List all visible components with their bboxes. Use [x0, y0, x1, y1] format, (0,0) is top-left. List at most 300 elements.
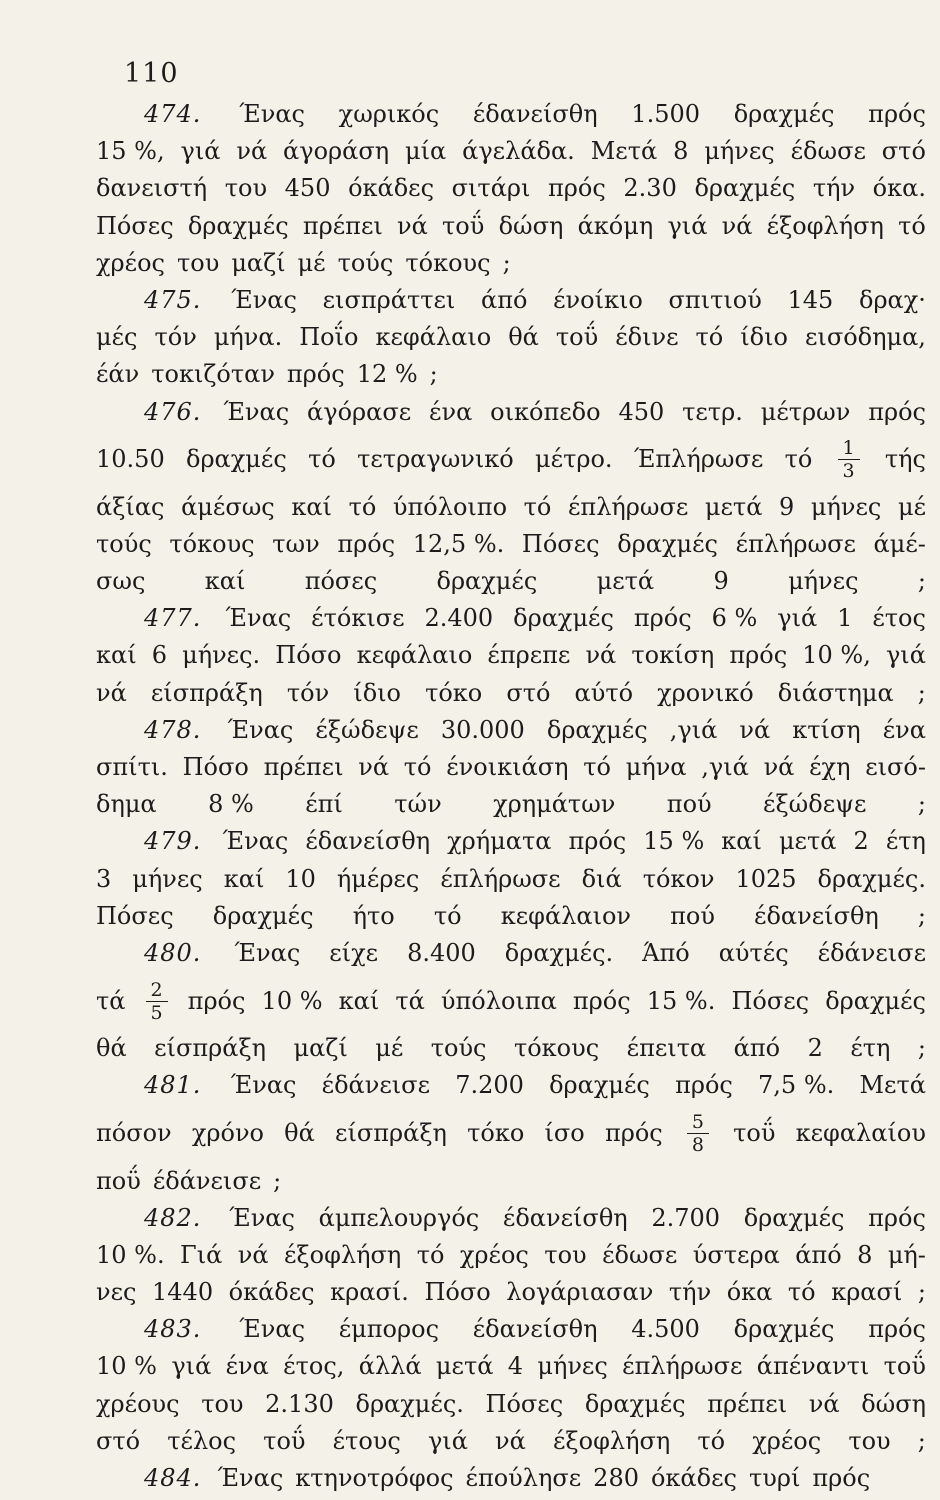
- word: του: [201, 1389, 244, 1418]
- text-line: [96, 898, 926, 935]
- word: Ένας: [234, 938, 301, 967]
- word: δώση: [861, 1389, 926, 1418]
- word: πρός: [568, 827, 627, 856]
- word: διάστημα: [777, 678, 894, 707]
- word: πρός: [868, 397, 926, 426]
- word: πρός: [548, 174, 606, 203]
- word: καί: [204, 567, 246, 596]
- text-line: [96, 749, 926, 786]
- text-line: [96, 600, 926, 637]
- word: ένα: [882, 715, 926, 744]
- text-line: [96, 1163, 926, 1200]
- problem-number: 479.: [144, 827, 202, 856]
- word: έπλήρωσε: [622, 1352, 743, 1381]
- word: δραχμές: [187, 211, 289, 240]
- word: εισόδημα,: [804, 323, 926, 352]
- word: ;: [917, 678, 926, 707]
- word: τό: [784, 445, 813, 474]
- word: πόσον: [96, 1118, 172, 1147]
- word: ίδιο: [740, 323, 788, 352]
- word: μήνες: [132, 864, 203, 893]
- word: τών: [394, 790, 442, 819]
- word: έξοφλήση: [552, 1426, 671, 1455]
- word: όκάδες: [228, 1278, 315, 1307]
- word: πρέπει: [263, 753, 344, 781]
- word: χωρικός: [338, 100, 440, 128]
- word: καί: [96, 641, 137, 670]
- word: κεφάλαιο: [356, 641, 473, 670]
- word: μήνες: [537, 1352, 608, 1381]
- word: χρήματα: [447, 827, 552, 856]
- word: 12 %: [356, 360, 418, 389]
- word: Πόσες: [731, 986, 810, 1015]
- word: ένα: [225, 1352, 269, 1381]
- fraction-numerator: 2: [150, 978, 163, 1001]
- word: πρός: [633, 604, 692, 633]
- text-line: [96, 489, 926, 526]
- word: είχε: [329, 938, 379, 967]
- word: τοΰ: [442, 211, 485, 240]
- word: Ένας: [231, 285, 297, 314]
- text-line: [96, 1237, 926, 1274]
- word: 1025: [735, 864, 797, 893]
- word: ;: [917, 1426, 926, 1455]
- word: δραχμές: [546, 715, 648, 744]
- word: έδανείσθη: [472, 100, 598, 128]
- word: άκόμη: [577, 211, 654, 240]
- word: τήν: [812, 174, 856, 203]
- word: τό: [403, 753, 432, 781]
- word: μετά: [596, 567, 655, 596]
- word: τετρ.: [682, 397, 743, 426]
- text-line: [96, 823, 926, 860]
- word: τής: [884, 445, 926, 474]
- word: ;: [429, 360, 438, 389]
- word: δραχμές: [743, 1203, 845, 1232]
- word: ίσο: [544, 1118, 585, 1147]
- word: έδανείσθη: [754, 901, 879, 930]
- word: νες: [96, 1278, 137, 1307]
- fraction: [146, 979, 168, 1024]
- word: 7,5 %.: [758, 1071, 835, 1100]
- word: έμπορος: [338, 1315, 440, 1344]
- problem-number: 480.: [144, 938, 202, 967]
- word: άμέ-: [873, 529, 926, 558]
- word: Ένας: [230, 1071, 297, 1100]
- word: νά: [237, 1240, 269, 1269]
- word: 4.500: [631, 1315, 700, 1344]
- text-line: [96, 786, 926, 823]
- word: γιά: [777, 604, 818, 633]
- text-line: [96, 1067, 926, 1104]
- word: πρός: [868, 100, 926, 128]
- word: καί: [223, 864, 265, 893]
- word: χρόνο: [191, 1118, 264, 1147]
- word: έπρεπε: [487, 641, 571, 670]
- problem-number: 481.: [144, 1071, 202, 1100]
- word: μέτρο.: [535, 445, 613, 474]
- word: σπίτι.: [96, 753, 168, 781]
- word: γιά: [885, 641, 926, 670]
- word: άπέναντι: [756, 1352, 870, 1381]
- text-line: [96, 1386, 926, 1423]
- word: μέτρων: [760, 397, 851, 426]
- word: κρασί: [831, 1278, 903, 1307]
- problem-number: 478.: [144, 715, 202, 744]
- word: τό: [433, 901, 462, 930]
- word: τοΰ: [555, 323, 599, 352]
- word: ;: [273, 1166, 282, 1195]
- word: κεφαλαίου: [795, 1118, 926, 1147]
- word: ;: [917, 1278, 926, 1307]
- word: ύπόλοιπο: [392, 492, 508, 521]
- word: πρός: [572, 986, 631, 1015]
- word: ;: [502, 248, 511, 277]
- word: χρέος: [459, 1240, 529, 1269]
- text-line: [96, 1105, 926, 1163]
- text-line: [96, 1311, 926, 1348]
- word: μήνα: [625, 753, 687, 781]
- word: 8: [857, 1240, 873, 1269]
- text-line: [96, 133, 926, 170]
- page-number: 110: [124, 58, 179, 89]
- text-line: [96, 526, 926, 563]
- word: τό: [308, 445, 336, 474]
- word: 2.30: [623, 174, 677, 203]
- word: εισό-: [865, 753, 926, 781]
- word: χρέους: [96, 1389, 180, 1418]
- text-line: [96, 282, 926, 319]
- word: έδάνεισε: [152, 1166, 262, 1195]
- word: μέ: [297, 248, 326, 277]
- word: μέ: [375, 1034, 404, 1063]
- word: αύτές: [718, 938, 789, 967]
- word: άγελάδα.: [462, 137, 575, 166]
- word: μήνες.: [182, 641, 261, 670]
- word: τόκο: [467, 1118, 525, 1147]
- word: 280: [593, 1464, 639, 1492]
- word: 8 %: [208, 790, 254, 819]
- word: γιά: [180, 137, 221, 166]
- word: τοΰ: [263, 1426, 306, 1455]
- problem-text-body: [96, 96, 926, 1497]
- word: όκάδες: [650, 1464, 737, 1492]
- word: πόσες: [304, 567, 378, 596]
- word: νά: [397, 211, 428, 240]
- word: μή-: [887, 1240, 926, 1269]
- text-line: [96, 675, 926, 712]
- word: νά: [358, 753, 390, 781]
- problem-number: 482.: [144, 1203, 202, 1232]
- word: δραχμές: [212, 901, 314, 930]
- word: ;: [917, 901, 926, 930]
- word: 7.200: [455, 1071, 524, 1100]
- word: 4: [507, 1352, 524, 1381]
- word: πρός: [187, 986, 246, 1015]
- word: Πόσες: [96, 211, 174, 240]
- word: μήνες: [788, 567, 859, 596]
- word: σως: [96, 567, 146, 596]
- word: έτους: [332, 1426, 401, 1455]
- word: έδάνεισε: [321, 1071, 430, 1100]
- word: μαζί: [293, 1034, 348, 1063]
- word: ποΰ: [96, 1166, 141, 1195]
- word: έδανείσθη: [502, 1203, 628, 1232]
- word: τόκον: [642, 864, 715, 893]
- word: άξίας: [96, 492, 165, 521]
- word: έτη: [885, 827, 926, 856]
- text-line: [96, 1274, 926, 1311]
- word: 10.50: [96, 445, 165, 474]
- word: όκα: [726, 1278, 773, 1307]
- word: θά: [284, 1118, 315, 1147]
- word: ένοίκιο: [553, 285, 643, 314]
- word: τοΰ: [733, 1118, 776, 1147]
- word: τό: [697, 1426, 726, 1455]
- word: δραχμές: [549, 1071, 650, 1100]
- word: δημα: [96, 790, 157, 819]
- word: του: [176, 248, 220, 277]
- word: μία: [405, 137, 447, 166]
- word: δραχμές.: [504, 938, 614, 967]
- word: δραχμές: [733, 100, 835, 128]
- word: πρός: [868, 1203, 926, 1232]
- word: 450: [284, 174, 331, 203]
- word: δραχμές: [584, 1389, 686, 1418]
- word: 10 %: [96, 1352, 157, 1381]
- text-line: [96, 96, 926, 133]
- word: άπό: [733, 1034, 781, 1063]
- text-line: [96, 935, 926, 972]
- word: μήνες: [704, 137, 775, 166]
- word: των: [272, 529, 320, 558]
- word: μέ: [897, 492, 926, 521]
- word: έδάνεισε: [817, 938, 926, 967]
- word: Ένας: [222, 827, 289, 856]
- fraction: [838, 437, 860, 482]
- word: έδανείσθη: [472, 1315, 598, 1344]
- word: τό: [348, 492, 377, 521]
- word: 15 %.: [646, 986, 716, 1015]
- word: πρός: [812, 1464, 871, 1492]
- word: έξώδεψε: [763, 790, 867, 819]
- word: πού: [670, 901, 715, 930]
- word: ;: [917, 567, 926, 596]
- word: 450: [618, 397, 665, 426]
- word: έπλήρωσε: [567, 492, 689, 521]
- word: θά: [96, 1034, 127, 1063]
- word: Άπό: [642, 938, 690, 967]
- word: δώση: [498, 211, 564, 240]
- word: κεφάλαιο: [375, 323, 492, 352]
- fraction: [687, 1111, 709, 1156]
- word: έπί: [305, 790, 343, 819]
- word: τέλος: [167, 1426, 237, 1455]
- word: χρημάτων: [493, 790, 616, 819]
- text-line: [96, 637, 926, 674]
- word: 1440: [152, 1278, 214, 1307]
- word: είσπράξη: [335, 1118, 447, 1147]
- word: άγοράση: [283, 137, 390, 166]
- word: πρέπει: [302, 211, 383, 240]
- word: 3: [96, 864, 112, 893]
- word: στό: [506, 678, 551, 707]
- word: νά: [96, 678, 127, 707]
- word: Πόσο: [424, 1278, 491, 1307]
- word: ;: [917, 1034, 926, 1063]
- word: έτόκισε: [311, 604, 405, 633]
- word: λογάριασαν: [506, 1278, 654, 1307]
- word: άμπελουργός: [318, 1203, 480, 1232]
- word: μήνες: [810, 492, 882, 521]
- word: Πόσο: [275, 641, 342, 670]
- word: Πόσες: [521, 529, 600, 558]
- word: δραχμές: [825, 986, 926, 1015]
- word: πρός: [868, 1315, 926, 1344]
- word: καί: [721, 827, 762, 856]
- word: έχη: [809, 753, 851, 781]
- word: τοκίση: [631, 641, 715, 670]
- word: άπό: [795, 1240, 842, 1269]
- word: έάν: [96, 360, 140, 389]
- text-line: [96, 1348, 926, 1385]
- word: κεφάλαιον: [500, 901, 632, 930]
- problem-number: 484.: [144, 1464, 202, 1492]
- word: τό: [523, 492, 552, 521]
- word: μές: [96, 323, 138, 352]
- word: ίδιο: [353, 678, 401, 707]
- word: 6 %: [711, 604, 758, 633]
- word: ήτο: [352, 901, 395, 930]
- word: πρός: [729, 641, 788, 670]
- text-line: [96, 170, 926, 207]
- word: δραχμές: [617, 529, 718, 558]
- word: έτη: [850, 1034, 891, 1063]
- word: 10 %: [261, 986, 323, 1015]
- word: τά: [395, 986, 425, 1015]
- word: πρέπει: [707, 1389, 788, 1418]
- word: έτος: [872, 604, 926, 633]
- word: δανειστή: [96, 174, 208, 203]
- word: 2: [807, 1034, 823, 1063]
- word: 8.400: [407, 938, 476, 967]
- word: πρός: [604, 1118, 663, 1147]
- word: γιά: [667, 211, 708, 240]
- text-line: [96, 1423, 926, 1460]
- word: τούς: [337, 248, 394, 277]
- problem-number: 474.: [144, 100, 202, 128]
- word: νά: [721, 211, 753, 240]
- word: θά: [508, 323, 539, 352]
- word: ύστερα: [692, 1240, 780, 1269]
- word: 2.700: [651, 1203, 721, 1232]
- word: νά: [236, 137, 268, 166]
- fraction-denominator: 5: [150, 1001, 163, 1024]
- word: τά: [96, 986, 126, 1015]
- word: δραχμές: [513, 604, 614, 633]
- word: 1.500: [631, 100, 701, 128]
- word: 10 %,: [802, 641, 871, 670]
- word: δραχμές: [186, 445, 287, 474]
- word: τό: [898, 211, 926, 240]
- word: 2: [853, 827, 869, 856]
- word: διά: [581, 864, 622, 893]
- word: νά: [739, 715, 771, 744]
- word: σιτάρι: [451, 174, 531, 203]
- word: έξοφλήση: [766, 211, 884, 240]
- text-line: [96, 208, 926, 245]
- word: καί: [291, 492, 332, 521]
- word: μήνα.: [213, 323, 283, 352]
- word: γιά: [427, 1426, 468, 1455]
- word: Ένας: [227, 715, 294, 744]
- word: εισπράττει: [322, 285, 456, 314]
- word: 12,5 %.: [412, 529, 505, 558]
- word: μετά: [778, 827, 837, 856]
- problem-number: 475.: [144, 285, 202, 314]
- word: νά: [763, 753, 795, 781]
- word: χρονικό: [657, 678, 754, 707]
- word: Ένας: [229, 1203, 295, 1232]
- word: δραχ·: [859, 285, 926, 314]
- word: στό: [96, 1426, 141, 1455]
- word: ήμέρες: [336, 864, 420, 893]
- word: δραχμές.: [817, 864, 926, 893]
- word: του: [848, 1426, 891, 1455]
- word: τόν: [154, 323, 197, 352]
- word: πρός: [286, 360, 345, 389]
- word: τοΰ: [883, 1352, 926, 1381]
- word: Γιά: [180, 1240, 223, 1269]
- word: τόκους: [513, 1034, 600, 1063]
- word: πρός: [337, 529, 396, 558]
- word: ;: [917, 790, 926, 819]
- word: έδωσε: [602, 1240, 678, 1269]
- word: δραχμές: [694, 174, 796, 203]
- word: νά: [495, 1426, 526, 1455]
- word: τούς: [430, 1034, 487, 1063]
- text-line: [96, 431, 926, 489]
- fraction-denominator: 3: [842, 460, 855, 483]
- word: 30.000: [440, 715, 525, 744]
- word: 10: [285, 864, 316, 893]
- word: τόν: [286, 678, 330, 707]
- word: έξώδεψε: [315, 715, 419, 744]
- word: είσπράξη: [154, 1034, 267, 1063]
- word: 2.400: [424, 604, 494, 633]
- word: έπλήρωσε: [440, 864, 561, 893]
- word: Πόσο: [182, 753, 249, 781]
- word: έπούλησε: [465, 1464, 582, 1492]
- fraction-numerator: 1: [842, 437, 855, 460]
- word: τό: [583, 753, 611, 781]
- word: 15 %: [643, 827, 705, 856]
- word: τήν: [668, 1278, 712, 1307]
- problem-number: 483.: [144, 1315, 202, 1344]
- word: 145: [787, 285, 834, 314]
- word: ένοικιάση: [446, 753, 569, 781]
- word: δραχμές: [733, 1315, 835, 1344]
- word: Ένας: [217, 1464, 284, 1492]
- fraction-numerator: 5: [691, 1111, 704, 1133]
- word: αύτό: [574, 678, 634, 707]
- word: του: [224, 174, 268, 203]
- word: Μετά: [859, 1071, 926, 1100]
- word: 15 %,: [96, 137, 165, 166]
- word: μετά: [435, 1352, 494, 1381]
- text-line: [96, 319, 926, 356]
- word: ύπόλοιπα: [440, 986, 557, 1015]
